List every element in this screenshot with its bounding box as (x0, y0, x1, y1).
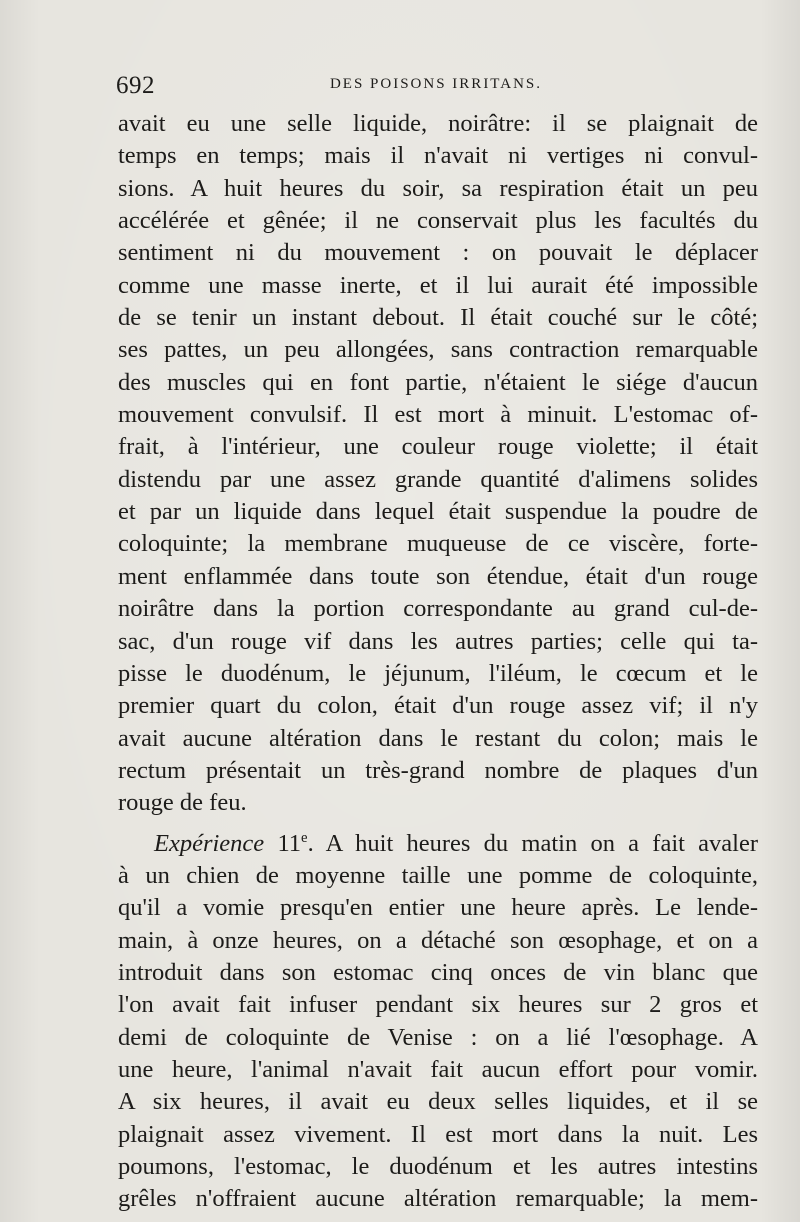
text-line: à un chien de moyenne taille une pomme de coloquinte, (118, 861, 758, 889)
text-line: main, à onze heures, on a détaché son œsophage, et on a (118, 926, 758, 954)
text-line: sions. A huit heures du soir, sa respiration était un peu (118, 174, 758, 202)
body-text (118, 108, 758, 1216)
text-line: grêles n'offraient aucune altération remarquable; la mem- (118, 1185, 758, 1213)
page-header (116, 72, 756, 102)
text-line: poumons, l'estomac, le duodénum et les autres intestins (118, 1153, 758, 1180)
text-line: de se tenir un instant debout. Il était couché sur le côté; (118, 304, 758, 332)
text-line: introduit dans son estomac cinq onces de vin blanc que (118, 958, 758, 986)
opening-line-text: . A huit heures du matin on a fait avaler (307, 829, 759, 857)
text-line: coloquinte; la membrane muqueuse de ce viscère, forte- (118, 530, 758, 558)
experiment-number: 11 (277, 829, 302, 857)
text-line: plaignait assez vivement. Il est mort dans la nuit. Les (118, 1120, 758, 1148)
text-line: avait aucune altération dans le restant du colon; mais le (118, 724, 758, 752)
text-line: noirâtre dans la portion correspondante au grand cul-de- (118, 595, 758, 623)
text-line: avait eu une selle liquide, noirâtre: il se plaignait de (118, 110, 758, 137)
text-line: une heure, l'animal n'avait fait aucun effort pour vomir. (118, 1055, 758, 1083)
text-line: mouvement convulsif. Il est mort à minuit. L'estomac of- (118, 401, 758, 429)
text-line: ses pattes, un peu allongées, sans contraction remarquable (118, 336, 758, 364)
text-line: pisse le duodénum, le jéjunum, l'iléum, le cœcum et le (118, 659, 758, 687)
text-line: frait, à l'intérieur, une couleur rouge violette; il était (118, 433, 758, 461)
text-line: l'on avait fait infuser pendant six heures sur 2 gros et (118, 991, 758, 1019)
experiment-label: Expérience (154, 829, 265, 857)
text-line: rouge de feu. (118, 789, 247, 817)
text-line: ment enflammée dans toute son étendue, était d'un rouge (118, 562, 758, 590)
text-line: sentiment ni du mouvement : on pouvait le déplacer (118, 239, 758, 267)
text-line: premier quart du colon, était d'un rouge assez vif; il n'y (118, 692, 758, 720)
text-line: rectum présentait un très-grand nombre de plaques d'un (118, 756, 758, 784)
running-head: DES POISONS IRRITANS. (329, 76, 543, 92)
text-line: temps en temps; mais il n'avait ni vertiges ni convul- (118, 142, 758, 170)
experiment-number-suffix: e (301, 829, 308, 846)
text-line: distendu par une assez grande quantité d'alimens solides (118, 465, 758, 493)
page-number: 692 (116, 72, 155, 99)
text-line: et par un liquide dans lequel était suspendue la poudre de (118, 498, 758, 526)
text-line: accélérée et gênée; il ne conservait plus les facultés du (118, 207, 758, 235)
text-line: sac, d'un rouge vif dans les autres parties; celle qui ta- (118, 627, 758, 655)
text-line: des muscles qui en font partie, n'étaient le siége d'aucun (118, 368, 758, 396)
text-line: A six heures, il avait eu deux selles liquides, et il se (118, 1088, 758, 1116)
text-line: comme une masse inerte, et il lui aurait été impossible (118, 271, 758, 299)
text-line: demi de coloquinte de Venise : on a lié l'œsophage. A (118, 1023, 758, 1051)
text-line: qu'il a vomie presqu'en entier une heure après. Le lende- (118, 894, 758, 922)
paragraph-opening-line (118, 828, 758, 860)
